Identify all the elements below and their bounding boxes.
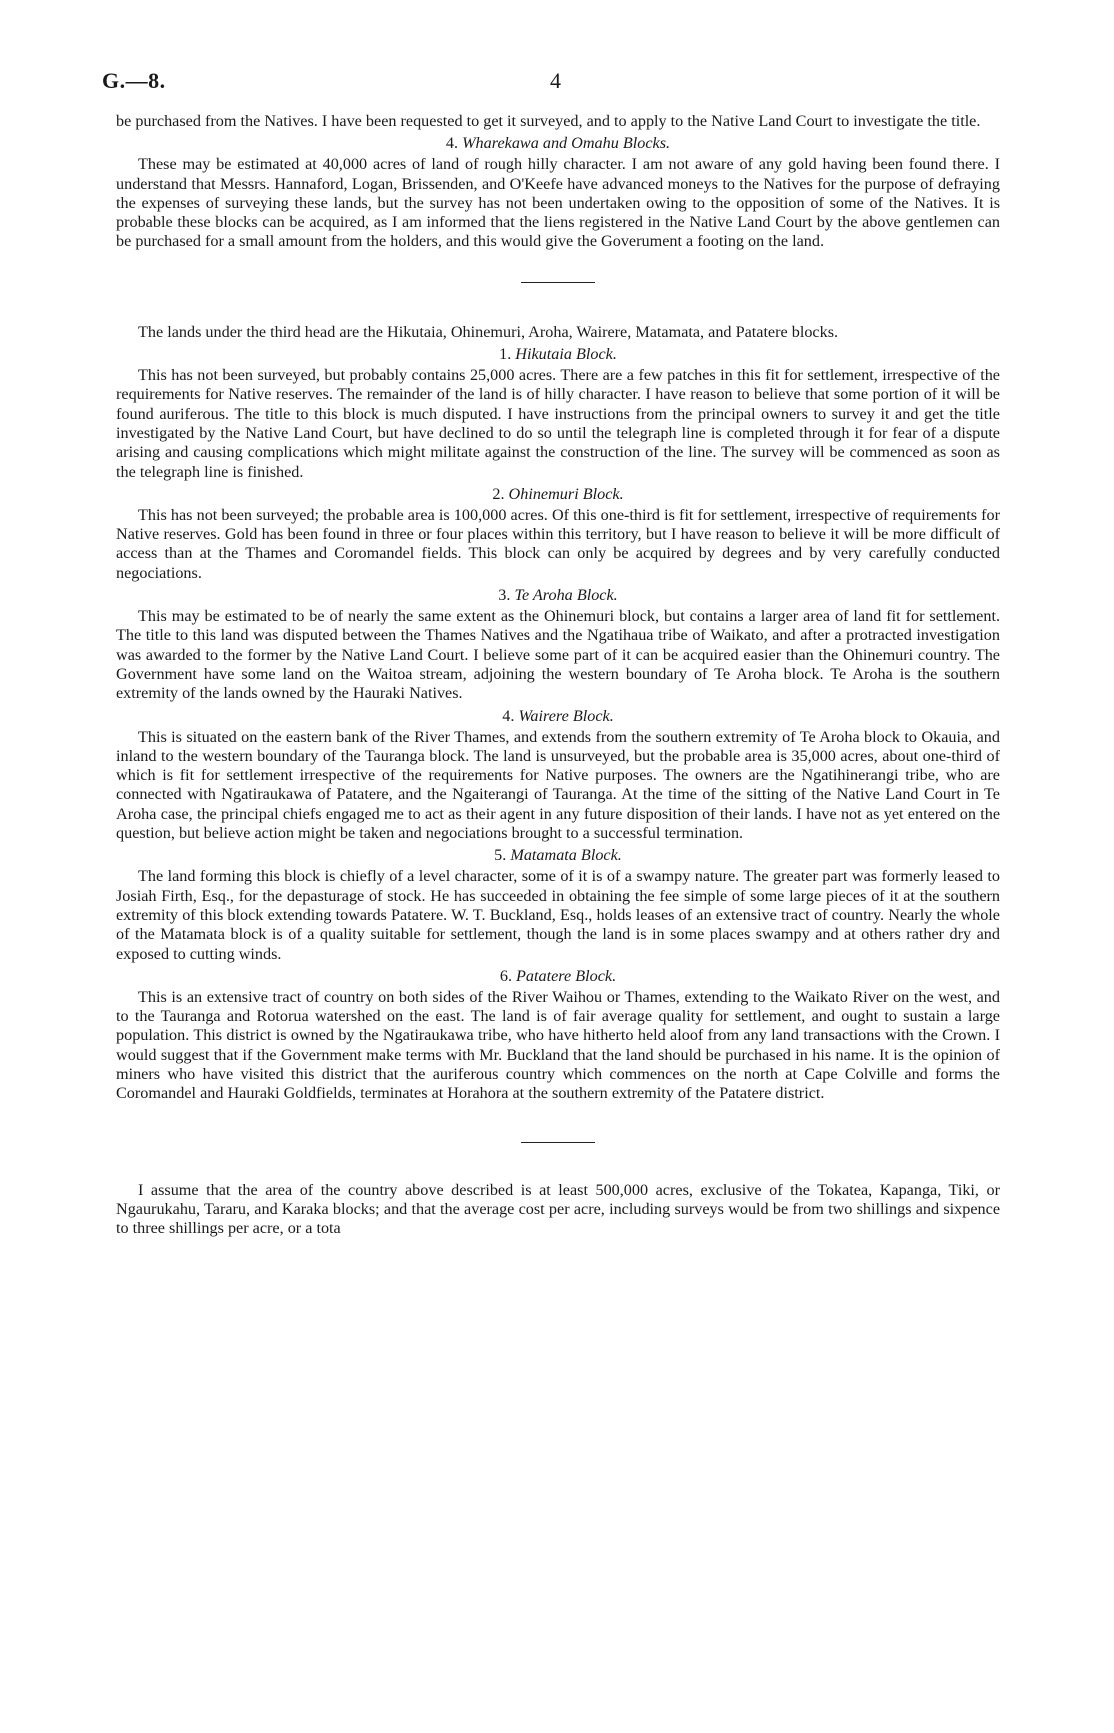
block-title: Matamata Block. [510, 846, 622, 865]
block-number: 4. [502, 706, 515, 725]
section-title: Wharekawa and Omahu Blocks. [462, 134, 671, 153]
block-title: Wairere Block. [518, 706, 614, 725]
intro-paragraph: be purchased from the Natives. I have been requested to get it surveyed, and to apply to the Native Land Court to investigate the title. [116, 112, 981, 130]
block-title: Hikutaia Block. [515, 345, 617, 364]
block-heading-wairere [116, 706, 1000, 726]
block-heading-patatere [116, 966, 1000, 986]
block-number: 5. [494, 846, 507, 865]
document-reference: G.—8. [102, 68, 166, 93]
block-heading-ohinemuri [116, 484, 1000, 504]
block-number: 6. [499, 966, 512, 985]
section-heading-wharekawa [116, 133, 1000, 153]
te-aroha-paragraph: This may be estimated to be of nearly the same extent as the Ohinemuri block, but contains a larger area of land fit for settlement. The title to this land was disputed between the Thames Natives and the Ngatihaua tribe of Waikato, and after a protracted investigation was awarded to the former by the Native Land Court. I believe some part of it can be acquired easier than the Ohinemuri country. The Government have some land on the Waitoa stream, adjoining the western boundary of Te Aroha block. Te Aroha is the southern extremity of the lands owned by the Hauraki Natives. [116, 607, 1000, 703]
closing-paragraph: I assume that the area of the country above described is at least 500,000 acres, exclusive of the Tokatea, Kapanga, Tiki, or Ngaurukahu, Tararu, and Karaka blocks; and that the average cost per acre, including surveys would be from two shillings and sixpence to three shillings per acre, or a tota [116, 1180, 1000, 1238]
block-number: 2. [492, 484, 505, 503]
block-title: Patatere Block. [516, 966, 617, 985]
wairere-paragraph: This is situated on the eastern bank of the River Thames, and extends from the southern extremity of Te Aroha block to Okauia, and inland to the western boundary of the Tauranga block. The land is unsurveyed, but the probable area is 35,000 acres, about one-third of which is fit for settlement irrespective of the requirements for Native purposes. The owners are the Ngatihinerangi tribe, who are connected with Ngatiraukawa of Patatere, and the Ngaiterangi of Tauranga. At the time of the sitting of the Native Land Court in Te Aroha case, the principal chiefs engaged me to act as their agent in any future disposition of their lands. I have not as yet entered on the question, but believe action might be taken and negociations brought to a successful termination. [116, 727, 1000, 843]
block-number: 3. [498, 586, 511, 605]
page-number: 4 [550, 68, 561, 93]
ohinemuri-paragraph: This has not been surveyed; the probable area is 100,000 acres. Of this one-third is fit for settlement, irrespective of requirements for Native reserves. Gold has been found in three or four places within this territory, but I have reason to believe it will be more difficult of access than at the Thames and Coromandel fields. This block can only be acquired by degrees and by very carefully conducted negociations. [116, 505, 1000, 582]
third-head-paragraph: The lands under the third head are the Hikutaia, Ohinemuri, Aroha, Wairere, Matamata, and Patatere blocks. [138, 322, 839, 341]
block-title: Te Aroha Block. [514, 586, 618, 605]
block-heading-hikutaia [116, 344, 1000, 364]
block-title: Ohinemuri Block. [508, 484, 624, 503]
block-heading-te-aroha [116, 585, 1000, 605]
block-number: 1. [499, 345, 512, 364]
page-header [102, 68, 1000, 112]
patatere-paragraph: This is an extensive tract of country on both sides of the River Waihou or Thames, extending to the Waikato River on the west, and to the Tauranga and Rotorua watershed on the east. The land is of fair average quality for settlement, and ought to sustain a large population. This district is owned by the Ngatiraukawa tribe, who have hitherto held aloof from any land transactions with the Crown. I would suggest that if the Government make terms with Mr. Buckland that the land should be purchased in his name. It is the opinion of miners who have visited this district that the auriferous country which commences on the north at Cape Colville and forms the Coromandel and Hauraki Goldfields, terminates at Horahora at the southern extremity of the Patatere district. [116, 987, 1000, 1103]
document-page [102, 68, 1000, 1238]
matamata-paragraph: The land forming this block is chiefly of a level character, some of it is of a swampy nature. The greater part was formerly leased to Josiah Firth, Esq., for the depasturage of stock. He has succeeded in obtaining the fee simple of some large pieces of it at the southern extremity of this block extending towards Patatere. W. T. Buckland, Esq., holds leases of an extensive tract of country. Nearly the whole of the Matamata block is of a quality suitable for settlement, though the land is in some places swampy and at others rather dry and exposed to cutting winds. [116, 867, 1000, 963]
block-heading-matamata [116, 845, 1000, 865]
section-divider [521, 282, 595, 283]
section-number: 4. [445, 134, 459, 153]
hikutaia-paragraph: This has not been surveyed, but probably contains 25,000 acres. There are a few patches in this fit for settlement, irrespective of the requirements for Native reserves. The remainder of the land is of hilly character. I have reason to believe that some portion of it will be found auriferous. The title to this block is much disputed. I have instructions from the principal owners to survey it and get the title investigated by the Native Land Court, but have declined to do so until the telegraph line is completed through it for fear of a dispute arising and causing complications which might militate against the construction of the line. The survey will be commenced as soon as the telegraph line is finished. [116, 366, 1000, 481]
wharekawa-paragraph: These may be estimated at 40,000 acres of land of rough hilly character. I am not aware of any gold having been found there. I understand that Messrs. Hannaford, Logan, Brissenden, and O'Keefe have advanced moneys to the Natives for the purpose of defraying the expenses of surveying these lands, but the survey has not been undertaken owing to the opposition of some of the Natives. It is probable these blocks can be acquired, as I am informed that the liens registered in the Native Land Court by the above gentlemen can be purchased for a small amount from the holders, and this would give the Goverument a footing on the land. [116, 155, 1000, 251]
section-divider [521, 1142, 595, 1143]
